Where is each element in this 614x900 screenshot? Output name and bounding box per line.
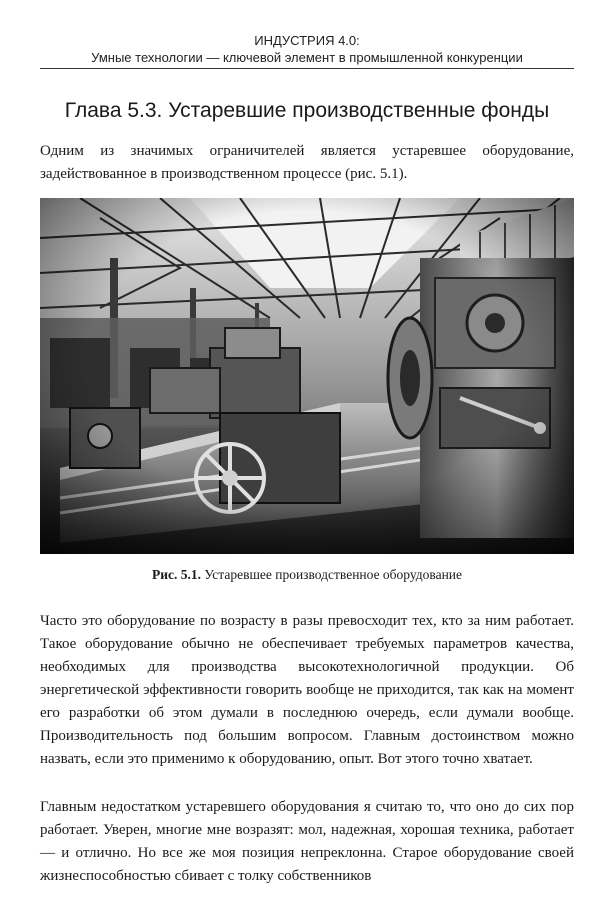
figure-photo-old-lathes <box>40 198 574 554</box>
paragraph-3: Главным недостатком устаревшего оборудования я считаю то, что оно до сих пор работает. Уверен, многие мне возразят: мол, надежная, хорошая техника, работает — и отлично. Но все же моя позиция непреклонна. Старое оборудование своей жизнеспособностью сбивает с толку собственников <box>40 799 574 884</box>
figure-caption <box>40 566 574 584</box>
running-head <box>40 32 574 66</box>
figure-caption-text: Устаревшее производственное оборудование <box>204 567 463 582</box>
chapter-title: Глава 5.3. Устаревшие производственные фонды <box>64 99 550 122</box>
figure-label: Рис. 5.1. <box>151 567 201 582</box>
paragraph-intro: Одним из значимых ограничителей является устаревшее оборудование, задействованное в производственном процессе (рис. 5.1). <box>40 143 574 182</box>
running-head-title: ИНДУСТРИЯ 4.0: <box>254 33 360 48</box>
header-rule <box>40 68 574 69</box>
paragraph-2: Часто это оборудование по возрасту в разы превосходит тех, кто за ним работает. Такое оборудование обычно не обеспечивает требуемых параметров качества, необходимых для производства высокотехнологичной продукции. Об энергетической эффективности говорить вообще не приходится, так как на момент его разработки об этом думали в последнюю очередь, если думали вообще. Производительность под большим вопросом. Главным достоинством можно назвать, если это применимо к оборудованию, опыт. Вот этого точно хватает. <box>40 613 574 767</box>
running-head-subtitle: Умные технологии — ключевой элемент в промышленной конкуренции <box>91 50 523 65</box>
